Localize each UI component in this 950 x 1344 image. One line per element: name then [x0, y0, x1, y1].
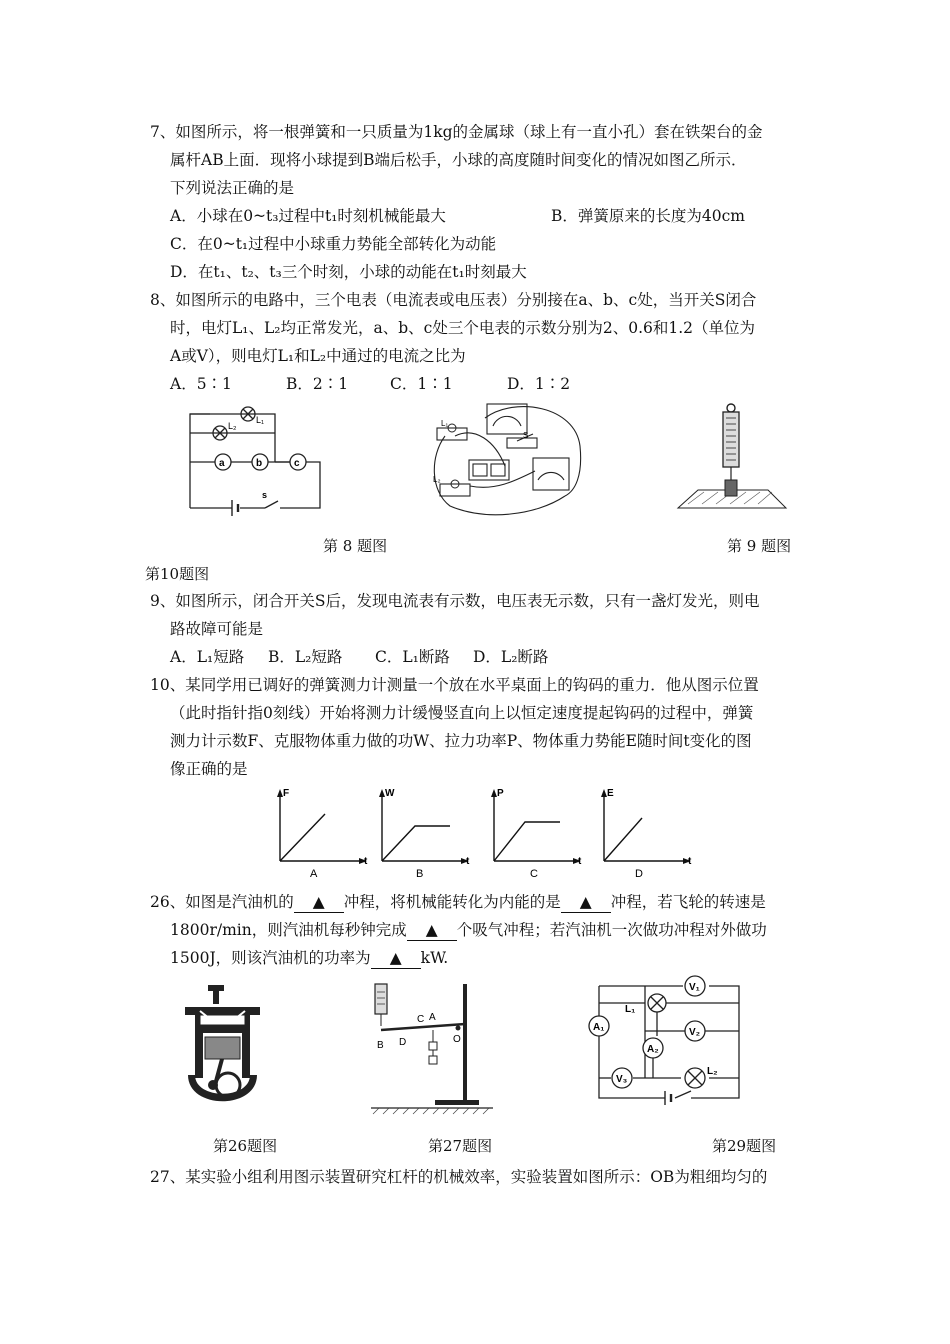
q27-stem-line-1: 27、某实验小组利用图示装置研究杠杆的机械效率，实验装置如图所示：OB为粗细均匀的: [150, 1168, 768, 1186]
fig29-caption: 第29题图: [712, 1137, 777, 1155]
graph-d-ylabel: E: [607, 788, 614, 799]
fig9-caption: 第 9 题图: [727, 537, 792, 555]
graph-a-line: [280, 814, 325, 861]
figure-8-circuit: [180, 398, 330, 520]
q26-line-3: [170, 948, 448, 969]
fig29-label-A1: A₁: [593, 1022, 605, 1033]
graph-d-line: [604, 818, 642, 861]
q7-option-d: D．在t₁、t₂、t₃三个时刻，小球的动能在t₁时刻最大: [170, 263, 527, 281]
q7-option-b: B．弹簧原来的长度为40cm: [551, 207, 745, 225]
graph-a-xlabel: t: [364, 856, 368, 867]
fig27-label-D: D: [399, 1037, 407, 1048]
graph-a-ylabel: F: [283, 788, 290, 799]
q7-stem-line-1: 7、如图所示，将一根弹簧和一只质量为1kg的金属球（球上有一直小孔）套在铁架台的金: [150, 123, 763, 141]
q8-stem-line-3: A或V），则电灯L₁和L₂中通过的电流之比为: [170, 347, 466, 365]
graph-d-label: D: [635, 868, 643, 880]
q9-stem-line-1: 9、如图所示，闭合开关S后，发现电流表有示数，电压表无示数，只有一盏灯发光，则电: [150, 592, 760, 610]
q26-blank-4: ▲: [371, 948, 421, 969]
q10-stem-line-1: 10、某同学用已调好的弹簧测力计测量一个放在水平桌面上的钩码的重力．他从图示位置: [150, 676, 759, 694]
figure-29-circuit: [585, 976, 743, 1108]
fig29-label-L2: L₂: [707, 1066, 718, 1077]
q8-option-d: D．1∶2: [507, 375, 571, 393]
graph-a-label: A: [310, 868, 318, 880]
fig27-label-B: B: [377, 1040, 384, 1051]
fig27-caption: 第27题图: [428, 1137, 493, 1155]
graph-c-ylabel: P: [497, 788, 504, 799]
fig29-label-V2: V₂: [689, 1027, 701, 1038]
q8-stem-line-2: 时，电灯L₁、L₂均正常发光，a、b、c处三个电表的示数分别为2、0.6和1.2（单位为: [170, 319, 756, 337]
q26-text-3b: kW.: [420, 949, 449, 967]
fig26-caption: 第26题图: [213, 1137, 278, 1155]
q8-stem-line-1: 8、如图所示的电路中，三个电表（电流表或电压表）分别接在a、b、c处，当开关S闭合: [150, 291, 757, 309]
q26-blank-2: ▲: [561, 892, 611, 913]
q7-stem-line-3: 下列说法正确的是: [170, 179, 295, 197]
q7-stem-line-2: 属杆AB上面．现将小球提到B端后松手，小球的高度随时间变化的情况如图乙所示．: [170, 151, 747, 169]
q10-stem-line-4: 像正确的是: [170, 760, 248, 778]
fig8-caption: 第 8 题图: [323, 537, 388, 555]
fig8-label-L1: L₁: [256, 415, 265, 425]
q10-stem-line-3: 测力计示数F、克服物体重力做的功W、拉力功率P、物体重力势能E随时间t变化的图: [170, 732, 752, 750]
fig27-label-A: A: [429, 1012, 436, 1023]
q26-text-1c: 冲程，若飞轮的转速是: [610, 893, 766, 911]
fig29-label-V1: V₁: [689, 982, 700, 993]
q26-line-2: [170, 920, 767, 941]
q8-option-b: B．2∶1: [286, 375, 349, 393]
q26-text-2a: 1800r/min，则汽油机每秒钟完成: [170, 921, 407, 939]
q7-option-a: A．小球在0~t₃过程中t₁时刻机械能最大: [170, 207, 446, 225]
q9-stem-line-2: 路故障可能是: [170, 620, 264, 638]
graph-b-xlabel: t: [466, 856, 470, 867]
fig27-label-O: O: [453, 1034, 461, 1045]
q9-option-b: B．L₂短路: [268, 648, 343, 666]
fig29-label-L1: L₁: [625, 1004, 636, 1015]
fig8-label-b: b: [256, 458, 263, 469]
q26-text-1a: 26、如图是汽油机的: [150, 893, 294, 911]
q26-blank-3: ▲: [407, 920, 457, 941]
q26-text-1b: 冲程，将机械能转化为内能的是: [343, 893, 561, 911]
q8-option-a: A．5∶1: [170, 375, 232, 393]
graph-b-line: [382, 826, 450, 861]
q26-text-3a: 1500J，则该汽油机的功率为: [170, 949, 371, 967]
graph-c-line: [494, 822, 560, 861]
q9-option-d: D．L₂断路: [473, 648, 549, 666]
q26-line-1: [150, 892, 766, 913]
graph-b-label: B: [416, 868, 424, 880]
q7-option-c: C．在0~t₁过程中小球重力势能全部转化为动能: [170, 235, 497, 253]
q9-option-c: C．L₁断路: [375, 648, 450, 666]
fig8-label-a: a: [219, 458, 225, 469]
fig9-label-L1: L₁: [441, 419, 449, 428]
figure-9-circuit-photo: [425, 396, 585, 521]
fig9-label-S: S: [523, 431, 529, 440]
fig10-caption: 第10题图: [145, 565, 210, 583]
figure-26-engine: [180, 985, 265, 1111]
fig8-label-L2: L₂: [228, 421, 237, 431]
graph-c-label: C: [530, 868, 538, 880]
q9-option-a: A．L₁短路: [170, 648, 245, 666]
graph-b-ylabel: W: [385, 788, 395, 799]
fig27-label-C: C: [417, 1014, 425, 1025]
q26-text-2b: 个吸气冲程；若汽油机一次做功冲程对外做功: [456, 921, 767, 939]
q10-graphs: [270, 786, 700, 881]
fig29-label-V3: V₃: [616, 1074, 628, 1085]
fig8-label-s: s: [262, 490, 268, 500]
q10-stem-line-2: （此时指针指0刻线）开始将测力计缓慢竖直向上以恒定速度提起钩码的过程中，弹簧: [170, 704, 754, 722]
fig29-label-A2: A₂: [647, 1044, 659, 1055]
fig9-label-L2: L₂: [433, 475, 441, 484]
figure-10-spring-scale: [668, 400, 788, 522]
figure-27-lever: [365, 984, 493, 1114]
q26-blank-1: ▲: [294, 892, 344, 913]
fig8-label-c: c: [294, 458, 300, 469]
graph-d-xlabel: t: [688, 856, 692, 867]
graph-c-xlabel: t: [578, 856, 582, 867]
q8-option-c: C．1∶1: [390, 375, 453, 393]
